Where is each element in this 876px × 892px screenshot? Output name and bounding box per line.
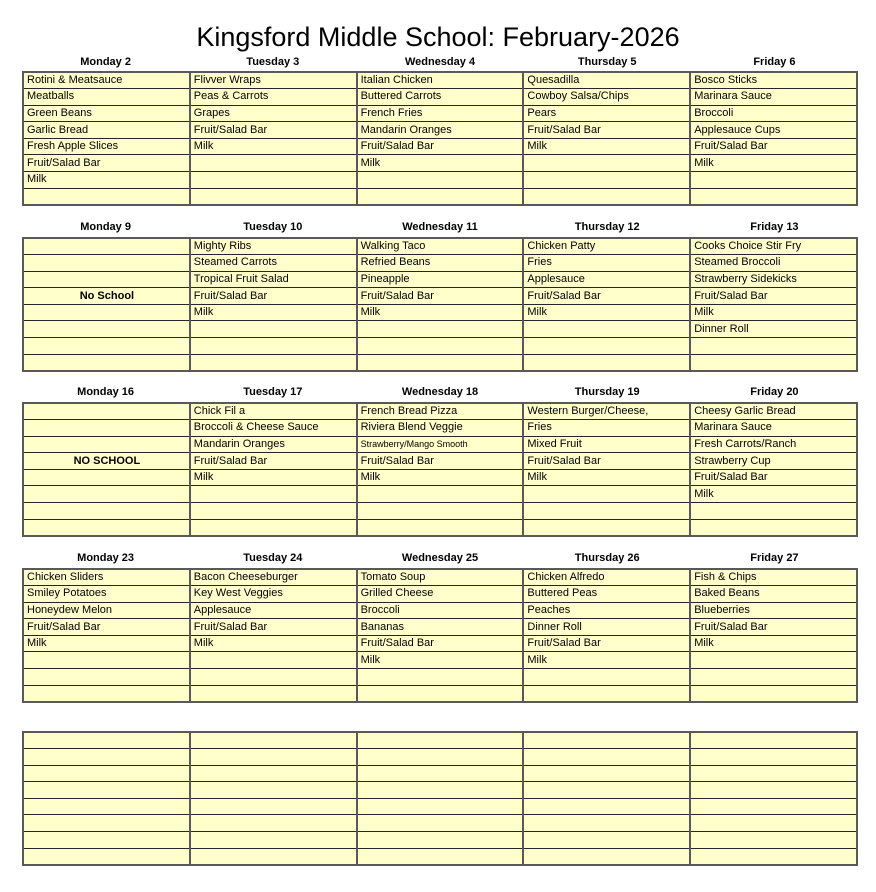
menu-cell: [23, 420, 190, 437]
menu-cell: [190, 782, 357, 799]
menu-cell: Rotini & Meatsauce: [23, 72, 190, 89]
menu-cell: Fresh Apple Slices: [23, 138, 190, 155]
menu-cell: Broccoli: [357, 602, 524, 619]
menu-cell: Strawberry Sidekicks: [690, 271, 857, 288]
menu-cell: [523, 848, 690, 865]
menu-cell: [190, 815, 357, 832]
menu-cell: Marinara Sauce: [690, 89, 857, 106]
table-row: [23, 569, 857, 586]
menu-cell: [357, 188, 524, 205]
week-4-menu-table: [22, 568, 858, 703]
menu-cell: [523, 782, 690, 799]
menu-cell: Quesadilla: [523, 72, 690, 89]
menu-cell: [690, 732, 857, 749]
menu-cell: [690, 848, 857, 865]
menu-cell: Chicken Alfredo: [523, 569, 690, 586]
table-row: [23, 172, 857, 189]
menu-cell: Fruit/Salad Bar: [523, 122, 690, 139]
menu-cell: Cooks Choice Stir Fry: [690, 238, 857, 255]
menu-cell: Mandarin Oranges: [190, 436, 357, 453]
menu-cell: Riviera Blend Veggie: [357, 420, 524, 437]
menu-cell: [190, 188, 357, 205]
menu-cell: [23, 732, 190, 749]
menu-cell: [523, 749, 690, 766]
menu-cell: Green Beans: [23, 105, 190, 122]
table-row: [23, 503, 857, 520]
menu-cell: [357, 486, 524, 503]
menu-cell: Milk: [690, 635, 857, 652]
menu-cell: [690, 669, 857, 686]
menu-cell: Baked Beans: [690, 586, 857, 603]
menu-cell: Honeydew Melon: [23, 602, 190, 619]
menu-cell: [190, 338, 357, 355]
menu-cell: [23, 765, 190, 782]
week-2-menu-table: [22, 237, 858, 372]
menu-cell: [690, 519, 857, 536]
menu-cell: [190, 503, 357, 520]
day-header: Wednesday 11: [402, 221, 478, 233]
menu-cell: [523, 815, 690, 832]
day-header: Thursday 26: [574, 552, 640, 564]
day-header: Friday 13: [750, 221, 799, 233]
table-row: [23, 519, 857, 536]
menu-cell: [190, 354, 357, 371]
week-4-day-header-row: [22, 551, 858, 565]
menu-cell: Chicken Patty: [523, 238, 690, 255]
menu-cell: [190, 155, 357, 172]
menu-cell: Fruit/Salad Bar: [523, 453, 690, 470]
menu-cell: [523, 669, 690, 686]
table-row: [23, 798, 857, 815]
table-row: [23, 338, 857, 355]
menu-cell: Fruit/Salad Bar: [690, 469, 857, 486]
table-row: [23, 586, 857, 603]
menu-cell: Dinner Roll: [523, 619, 690, 636]
menu-cell: [357, 685, 524, 702]
menu-cell: Western Burger/Cheese,: [523, 403, 690, 420]
menu-cell: [357, 172, 524, 189]
menu-cell: Broccoli: [690, 105, 857, 122]
menu-cell: Chicken Sliders: [23, 569, 190, 586]
menu-cell: Pineapple: [357, 271, 524, 288]
table-row: [23, 669, 857, 686]
day-header: Tuesday 24: [243, 552, 303, 564]
menu-cell: [357, 848, 524, 865]
menu-cell: [23, 188, 190, 205]
menu-cell: Fish & Chips: [690, 569, 857, 586]
menu-cell: [23, 503, 190, 520]
menu-cell: Marinara Sauce: [690, 420, 857, 437]
menu-cell: [690, 172, 857, 189]
menu-cell: French Bread Pizza: [357, 403, 524, 420]
day-header: Tuesday 17: [243, 386, 303, 398]
menu-cell: [357, 815, 524, 832]
menu-cell: [190, 798, 357, 815]
menu-cell: Fruit/Salad Bar: [523, 288, 690, 305]
day-header: Friday 27: [750, 552, 799, 564]
menu-cell: Dinner Roll: [690, 321, 857, 338]
menu-cell: Fruit/Salad Bar: [23, 619, 190, 636]
menu-cell: [523, 732, 690, 749]
menu-cell: Bananas: [357, 619, 524, 636]
table-row: [23, 749, 857, 766]
menu-cell: [523, 338, 690, 355]
table-row: [23, 188, 857, 205]
menu-cell: Fries: [523, 420, 690, 437]
menu-cell: Milk: [190, 138, 357, 155]
table-row: [23, 685, 857, 702]
menu-cell: Broccoli & Cheese Sauce: [190, 420, 357, 437]
menu-cell: Milk: [690, 304, 857, 321]
menu-cell: [690, 685, 857, 702]
table-row: [23, 238, 857, 255]
menu-cell: Mandarin Oranges: [357, 122, 524, 139]
menu-cell: [23, 354, 190, 371]
menu-cell: [357, 354, 524, 371]
menu-cell: Mixed Fruit: [523, 436, 690, 453]
menu-cell: [23, 848, 190, 865]
menu-cell: [23, 486, 190, 503]
menu-cell: [690, 832, 857, 849]
menu-cell: [523, 172, 690, 189]
menu-cell: [23, 338, 190, 355]
menu-cell: [357, 832, 524, 849]
menu-cell: Milk: [357, 469, 524, 486]
menu-cell: [23, 403, 190, 420]
menu-cell: [690, 782, 857, 799]
menu-cell: [23, 304, 190, 321]
menu-cell: [23, 436, 190, 453]
menu-cell: Fruit/Salad Bar: [690, 138, 857, 155]
menu-cell: Applesauce: [190, 602, 357, 619]
menu-cell: [357, 669, 524, 686]
menu-cell: [690, 765, 857, 782]
menu-cell: Fresh Carrots/Ranch: [690, 436, 857, 453]
table-row: [23, 288, 857, 305]
menu-cell: Fruit/Salad Bar: [190, 288, 357, 305]
menu-cell: Fries: [523, 255, 690, 272]
menu-cell: Cheesy Garlic Bread: [690, 403, 857, 420]
menu-cell: Chick Fil a: [190, 403, 357, 420]
week-1-menu-table: [22, 71, 858, 206]
menu-cell: [523, 354, 690, 371]
menu-cell: Fruit/Salad Bar: [690, 619, 857, 636]
menu-cell: Garlic Bread: [23, 122, 190, 139]
menu-cell: Fruit/Salad Bar: [190, 619, 357, 636]
menu-cell: Fruit/Salad Bar: [523, 635, 690, 652]
table-row: [23, 602, 857, 619]
table-row: [23, 436, 857, 453]
menu-cell: Milk: [523, 304, 690, 321]
menu-cell: [690, 188, 857, 205]
menu-cell: Walking Taco: [357, 238, 524, 255]
menu-cell: [357, 321, 524, 338]
table-row: [23, 255, 857, 272]
menu-cell: [357, 749, 524, 766]
menu-cell: Fruit/Salad Bar: [190, 122, 357, 139]
menu-cell: [190, 732, 357, 749]
menu-cell: Fruit/Salad Bar: [357, 635, 524, 652]
menu-cell: [23, 519, 190, 536]
menu-cell: [23, 469, 190, 486]
day-header: Tuesday 3: [246, 56, 300, 68]
menu-cell: [523, 832, 690, 849]
table-row: [23, 782, 857, 799]
day-header: Thursday 12: [574, 221, 640, 233]
menu-cell: [23, 832, 190, 849]
day-header: Monday 2: [80, 56, 131, 68]
table-row: [23, 122, 857, 139]
menu-cell: [357, 782, 524, 799]
menu-cell: [23, 255, 190, 272]
table-row: [23, 89, 857, 106]
menu-cell: [357, 732, 524, 749]
menu-cell: [523, 503, 690, 520]
menu-cell: [23, 815, 190, 832]
menu-cell: [523, 798, 690, 815]
menu-cell: Meatballs: [23, 89, 190, 106]
day-header: Wednesday 25: [401, 552, 479, 564]
table-row: [23, 72, 857, 89]
menu-cell: Grapes: [190, 105, 357, 122]
menu-cell: [23, 782, 190, 799]
menu-cell: [23, 271, 190, 288]
day-header: Friday 6: [753, 56, 796, 68]
menu-cell: Milk: [690, 486, 857, 503]
menu-cell: [690, 338, 857, 355]
menu-cell: [523, 155, 690, 172]
menu-cell: Milk: [523, 469, 690, 486]
menu-cell: [190, 172, 357, 189]
menu-cell: [523, 321, 690, 338]
menu-cell: Applesauce: [523, 271, 690, 288]
menu-cell: [23, 321, 190, 338]
menu-cell: [190, 486, 357, 503]
menu-cell: No School: [23, 288, 190, 305]
menu-cell: Buttered Carrots: [357, 89, 524, 106]
menu-cell: [523, 765, 690, 782]
menu-cell: [190, 749, 357, 766]
menu-cell: Peas & Carrots: [190, 89, 357, 106]
menu-cell: NO SCHOOL: [23, 453, 190, 470]
menu-cell: [23, 238, 190, 255]
menu-cell: [23, 669, 190, 686]
menu-cell: Steamed Carrots: [190, 255, 357, 272]
menu-cell: Cowboy Salsa/Chips: [523, 89, 690, 106]
table-row: [23, 304, 857, 321]
menu-cell: Key West Veggies: [190, 586, 357, 603]
menu-cell: Applesauce Cups: [690, 122, 857, 139]
table-row: [23, 138, 857, 155]
table-row: [23, 848, 857, 865]
menu-cell: [690, 503, 857, 520]
table-row: [23, 652, 857, 669]
day-header: Wednesday 4: [404, 56, 476, 68]
table-row: [23, 486, 857, 503]
menu-cell: [523, 188, 690, 205]
table-row: [23, 469, 857, 486]
menu-cell: [190, 652, 357, 669]
menu-cell: Milk: [23, 172, 190, 189]
menu-cell: Smiley Potatoes: [23, 586, 190, 603]
menu-cell: [190, 832, 357, 849]
table-row: [23, 453, 857, 470]
menu-cell: [23, 685, 190, 702]
menu-cell: Grilled Cheese: [357, 586, 524, 603]
menu-cell: [357, 798, 524, 815]
menu-cell: Steamed Broccoli: [690, 255, 857, 272]
menu-cell: Strawberry/Mango Smooth: [357, 436, 524, 453]
week-5-menu-table: [22, 731, 858, 866]
menu-cell: Milk: [523, 652, 690, 669]
table-row: [23, 765, 857, 782]
menu-cell: Milk: [357, 155, 524, 172]
day-header: Thursday 19: [574, 386, 640, 398]
menu-cell: Fruit/Salad Bar: [357, 138, 524, 155]
menu-cell: Blueberries: [690, 602, 857, 619]
table-row: [23, 815, 857, 832]
day-header: Thursday 5: [577, 56, 637, 68]
menu-cell: [190, 321, 357, 338]
week-3-menu-table: [22, 402, 858, 537]
menu-cell: Milk: [190, 635, 357, 652]
table-row: [23, 155, 857, 172]
menu-cell: Flivver Wraps: [190, 72, 357, 89]
menu-cell: Peaches: [523, 602, 690, 619]
menu-cell: [23, 652, 190, 669]
menu-cell: [23, 798, 190, 815]
menu-cell: [690, 798, 857, 815]
day-header: Friday 20: [750, 386, 799, 398]
menu-cell: [523, 685, 690, 702]
page-title: Kingsford Middle School: February-2026: [196, 22, 680, 52]
menu-cell: Bosco Sticks: [690, 72, 857, 89]
menu-cell: Refried Beans: [357, 255, 524, 272]
menu-cell: Buttered Peas: [523, 586, 690, 603]
table-row: [23, 635, 857, 652]
week-1-day-header-row: [22, 55, 858, 69]
menu-cell: [523, 486, 690, 503]
table-row: [23, 619, 857, 636]
menu-cell: Mighty Ribs: [190, 238, 357, 255]
menu-cell: [357, 519, 524, 536]
table-row: [23, 321, 857, 338]
menu-cell: Milk: [523, 138, 690, 155]
menu-cell: Milk: [190, 304, 357, 321]
menu-cell: [23, 749, 190, 766]
table-row: [23, 354, 857, 371]
menu-cell: Fruit/Salad Bar: [357, 453, 524, 470]
menu-cell: Milk: [190, 469, 357, 486]
menu-cell: [690, 749, 857, 766]
day-header: Wednesday 18: [401, 386, 479, 398]
week-2-day-header-row: [22, 220, 858, 234]
table-row: [23, 420, 857, 437]
day-header: Monday 9: [80, 221, 131, 233]
menu-cell: Milk: [690, 155, 857, 172]
menu-cell: [523, 519, 690, 536]
menu-cell: Fruit/Salad Bar: [357, 288, 524, 305]
week-3-day-header-row: [22, 385, 858, 399]
menu-cell: [690, 652, 857, 669]
menu-cell: Tropical Fruit Salad: [190, 271, 357, 288]
menu-cell: Milk: [357, 304, 524, 321]
menu-cell: Fruit/Salad Bar: [23, 155, 190, 172]
menu-cell: Bacon Cheeseburger: [190, 569, 357, 586]
menu-cell: [357, 338, 524, 355]
table-row: [23, 105, 857, 122]
menu-cell: Fruit/Salad Bar: [190, 453, 357, 470]
menu-cell: [690, 815, 857, 832]
table-row: [23, 832, 857, 849]
table-row: [23, 403, 857, 420]
day-header: Tuesday 10: [243, 221, 303, 233]
menu-cell: Tomato Soup: [357, 569, 524, 586]
menu-cell: [357, 503, 524, 520]
day-header: Monday 16: [77, 386, 135, 398]
menu-cell: French Fries: [357, 105, 524, 122]
table-row: [23, 271, 857, 288]
menu-cell: [357, 765, 524, 782]
menu-cell: Milk: [357, 652, 524, 669]
menu-cell: [190, 519, 357, 536]
menu-cell: [190, 765, 357, 782]
menu-cell: Fruit/Salad Bar: [690, 288, 857, 305]
menu-cell: [190, 669, 357, 686]
menu-cell: Italian Chicken: [357, 72, 524, 89]
menu-cell: [190, 848, 357, 865]
menu-cell: Strawberry Cup: [690, 453, 857, 470]
menu-cell: Milk: [23, 635, 190, 652]
menu-cell: [190, 685, 357, 702]
menu-cell: Pears: [523, 105, 690, 122]
menu-cell: [690, 354, 857, 371]
day-header: Monday 23: [77, 552, 135, 564]
table-row: [23, 732, 857, 749]
